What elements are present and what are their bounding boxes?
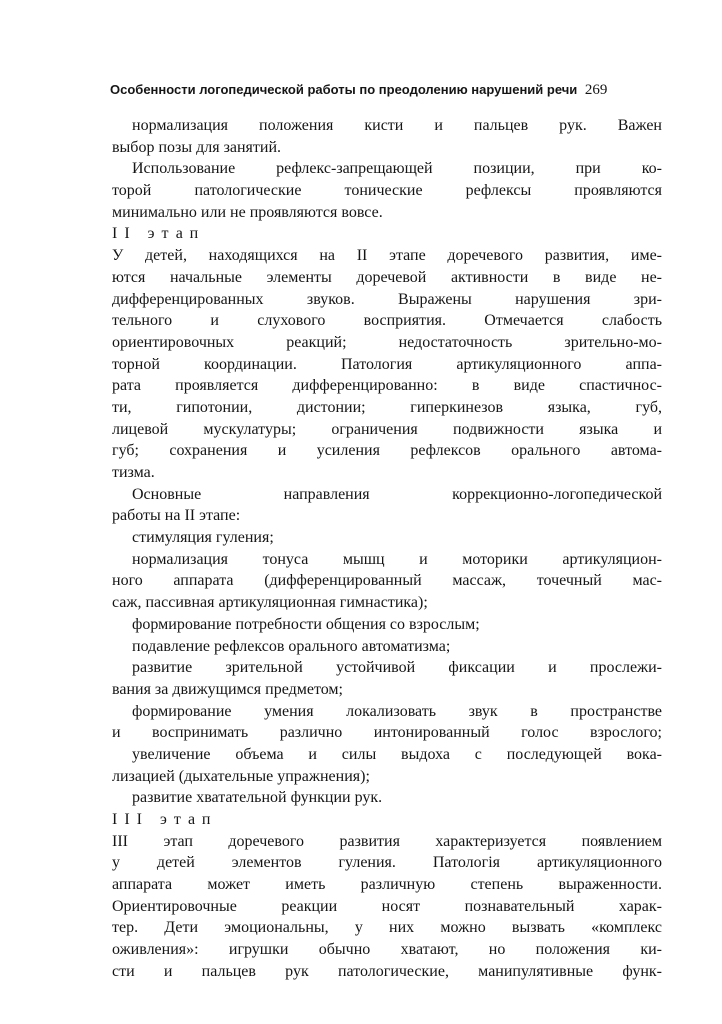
list-item: развитие хватательной функции рук. bbox=[132, 789, 383, 807]
text-line: тизма. bbox=[112, 464, 155, 481]
text-line: и воспринимать различно интонированный голос взрослого; bbox=[112, 724, 662, 742]
text-line: работы на II этапе: bbox=[112, 507, 241, 525]
stage-heading: II этап bbox=[112, 225, 206, 243]
text-line: Ориентировочные реакции носят познавательный харак- bbox=[112, 897, 662, 915]
text-line: тер. Дети эмоциональны, у них можно вызвать «комплекс bbox=[112, 919, 662, 937]
running-head-title: Особенности логопедической работы по преодолению нарушений речи bbox=[110, 82, 578, 97]
page-number: 269 bbox=[584, 82, 608, 98]
stage-heading: III этап bbox=[112, 811, 218, 828]
list-item: увеличение объема и силы выдоха с последующей вока- bbox=[132, 745, 662, 763]
list-item: подавление рефлексов орального автоматизма; bbox=[132, 637, 451, 655]
text-line: ти, гипотонии, дистонии; гиперкинезов языка, губ, bbox=[112, 398, 662, 416]
text-line: лицевой мускулатуры; ограничения подвижности языка и bbox=[112, 420, 662, 438]
text-line: аппарата может иметь различную степень выраженности. bbox=[112, 876, 662, 894]
list-item: формирование умения локализовать звук в пространстве bbox=[132, 702, 662, 720]
running-head bbox=[110, 80, 660, 100]
list-item: стимуляция гуления; bbox=[132, 529, 274, 547]
body-text bbox=[112, 115, 662, 983]
text-line: ются начальные элементы доречевой активности в виде не- bbox=[112, 268, 662, 286]
text-line: выбор позы для занятий. bbox=[112, 138, 282, 156]
text-line: нормализация положения кисти и пальцев рук. Важен bbox=[132, 117, 662, 134]
text-line: сти и пальцев рук патологические, манипулятивные функ- bbox=[112, 962, 662, 980]
list-item: формирование потребности общения со взрослым; bbox=[132, 615, 480, 633]
text-line: рата проявляется дифференцированно: в виде спастичнос- bbox=[112, 377, 662, 395]
text-line: III этап доречевого развития характеризуется появлением bbox=[112, 832, 662, 850]
text-line: Использование рефлекс-запрещающей позиции, при ко- bbox=[132, 160, 662, 178]
text-line: оживления»: игрушки обычно хватают, но положения ки- bbox=[112, 941, 662, 959]
text-line: торой патологические тонические рефлексы проявляются bbox=[112, 182, 662, 200]
text-line: тельного и слухового восприятия. Отмечается слабость bbox=[112, 312, 662, 330]
text-line: у детей элементов гуления. Патологія артикуляционного bbox=[112, 854, 662, 872]
text-line: минимально или не проявляются вовсе. bbox=[112, 203, 383, 221]
text-line: ного аппарата (дифференцированный массаж, точечный мас- bbox=[112, 572, 662, 590]
text-line: ориентировочных реакций; недостаточность зрительно-мо- bbox=[112, 333, 662, 351]
list-item: развитие зрительной устойчивой фиксации и прослежи- bbox=[132, 659, 662, 677]
text-line: Основные направления коррекционно-логопедической bbox=[132, 485, 662, 503]
text-line: вания за движущимся предметом; bbox=[112, 680, 343, 698]
text-line: дифференцированных звуков. Выражены нарушения зри- bbox=[112, 290, 662, 308]
list-item: нормализация тонуса мышц и моторики артикуляцион- bbox=[132, 550, 662, 568]
text-line: саж, пассивная артикуляционная гимнастика); bbox=[112, 594, 428, 612]
text-line: торной координации. Патология артикуляционного аппа- bbox=[112, 355, 662, 373]
text-line: У детей, находящихся на II этапе доречевого развития, име- bbox=[112, 247, 662, 265]
text-line: губ; сохранения и усиления рефлексов орального автома- bbox=[112, 442, 662, 460]
text-line: лизацией (дыхательные упражнения); bbox=[112, 767, 370, 785]
